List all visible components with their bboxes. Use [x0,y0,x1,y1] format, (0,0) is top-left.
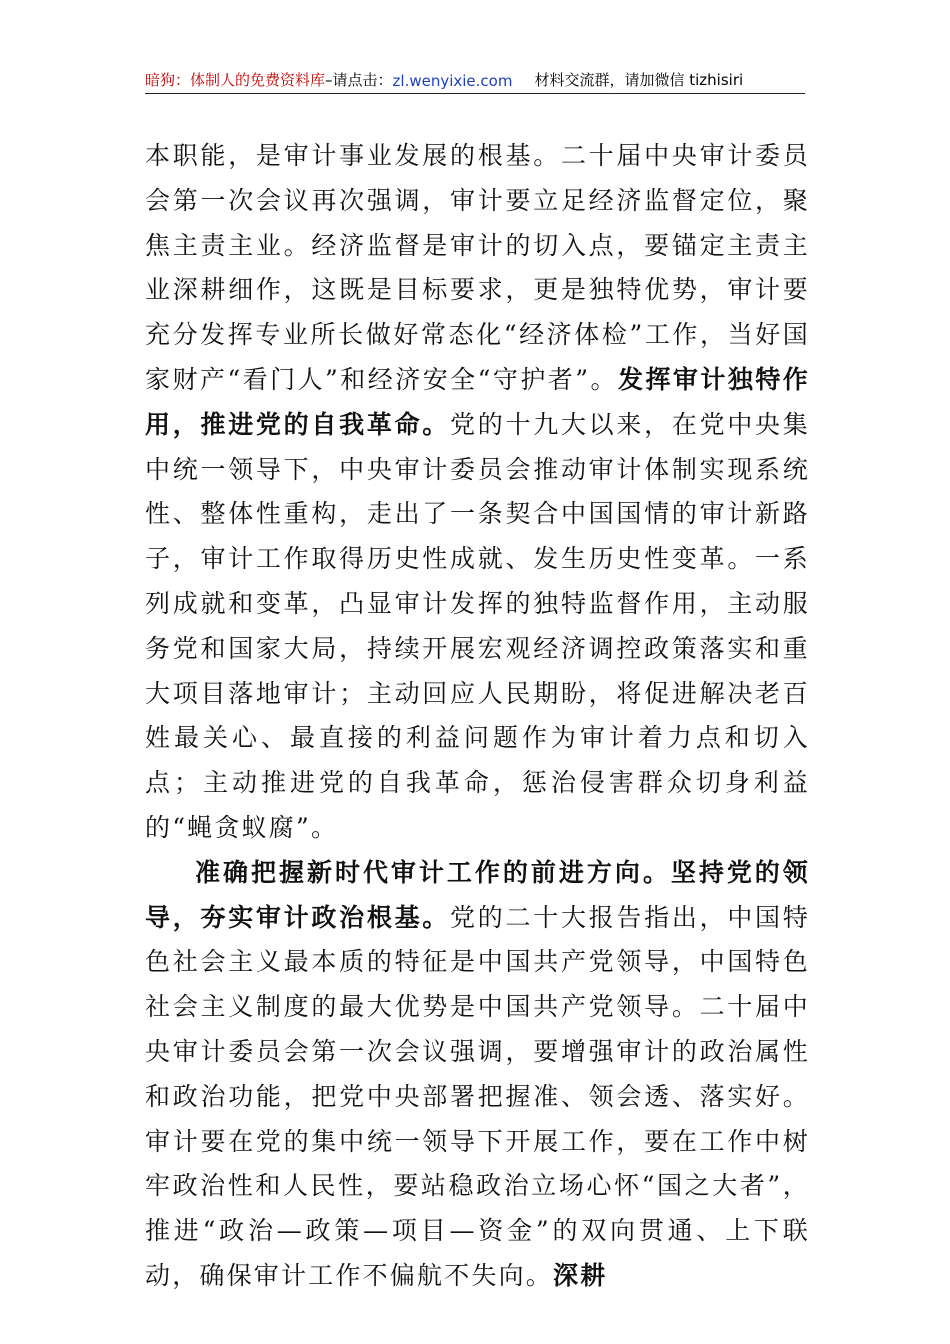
document-body [145,134,810,1299]
header-prompt: –请点击： [325,71,393,89]
header-link[interactable]: zl.wenyixie.com [392,72,513,90]
paragraph-2 [145,851,810,1299]
header-brand: 暗狗：体制人的免费资料库 [145,71,326,89]
paragraph-1 [145,134,810,851]
paragraph-bold-heading: 准确把握新时代审计工作的前进方向。坚持党的领导，夯实审计政治根基。 [145,857,810,932]
paragraph-text: 党的二十大报告指出，中国特色社会主义最本质的特征是中国共产党领导，中国特色社会主义制度的最大优势是中国共产党领导。二十届中央审计委员会第一次会议强调，要增强审计的政治属性和政治功能，把党中央部署把握准、领会透、落实好。审计要在党的集中统一领导下开展工作，要在工作中树牢政治性和人民性，要站稳政治立场心怀“国之大者”，推进“政治—政策—项目—资金”的双向贯通、上下联动，确保审计工作不偏航不失向。 [145,902,810,1290]
paragraph-text: 本职能，是审计事业发展的根基。二十届中央审计委员会第一次会议再次强调，审计要立足经济监督定位，聚焦主责主业。经济监督是审计的切入点，要锚定主责主业深耕细作，这既是目标要求，更是独特优势，审计要充分发挥专业所长做好常态化“经济体检”工作，当好国家财产“看门人”和经济安全“守护者”。 [145,141,810,394]
paragraph-bold-heading: 深耕 [553,1260,608,1290]
header-contact: 材料交流群，请加微信 tizhisiri [534,71,744,89]
page-header [145,66,805,94]
paragraph-bold-heading: 发挥审计独特作用，推进党的自我革命。 [145,364,810,439]
paragraph-text: 党的十九大以来，在党中央集中统一领导下，中央审计委员会推动审计体制实现系统性、整体性重构，走出了一条契合中国国情的审计新路子，审计工作取得历史性成就、发生历史性变革。一系列成就和变革，凸显审计发挥的独特监督作用，主动服务党和国家大局，持续开展宏观经济调控政策落实和重大项目落地审计；主动回应人民期盼，将促进解决老百姓最关心、最直接的利益问题作为审计着力点和切入点；主动推进党的自我革命，惩治侵害群众切身利益的“蝇贪蚁腐”。 [145,409,810,842]
